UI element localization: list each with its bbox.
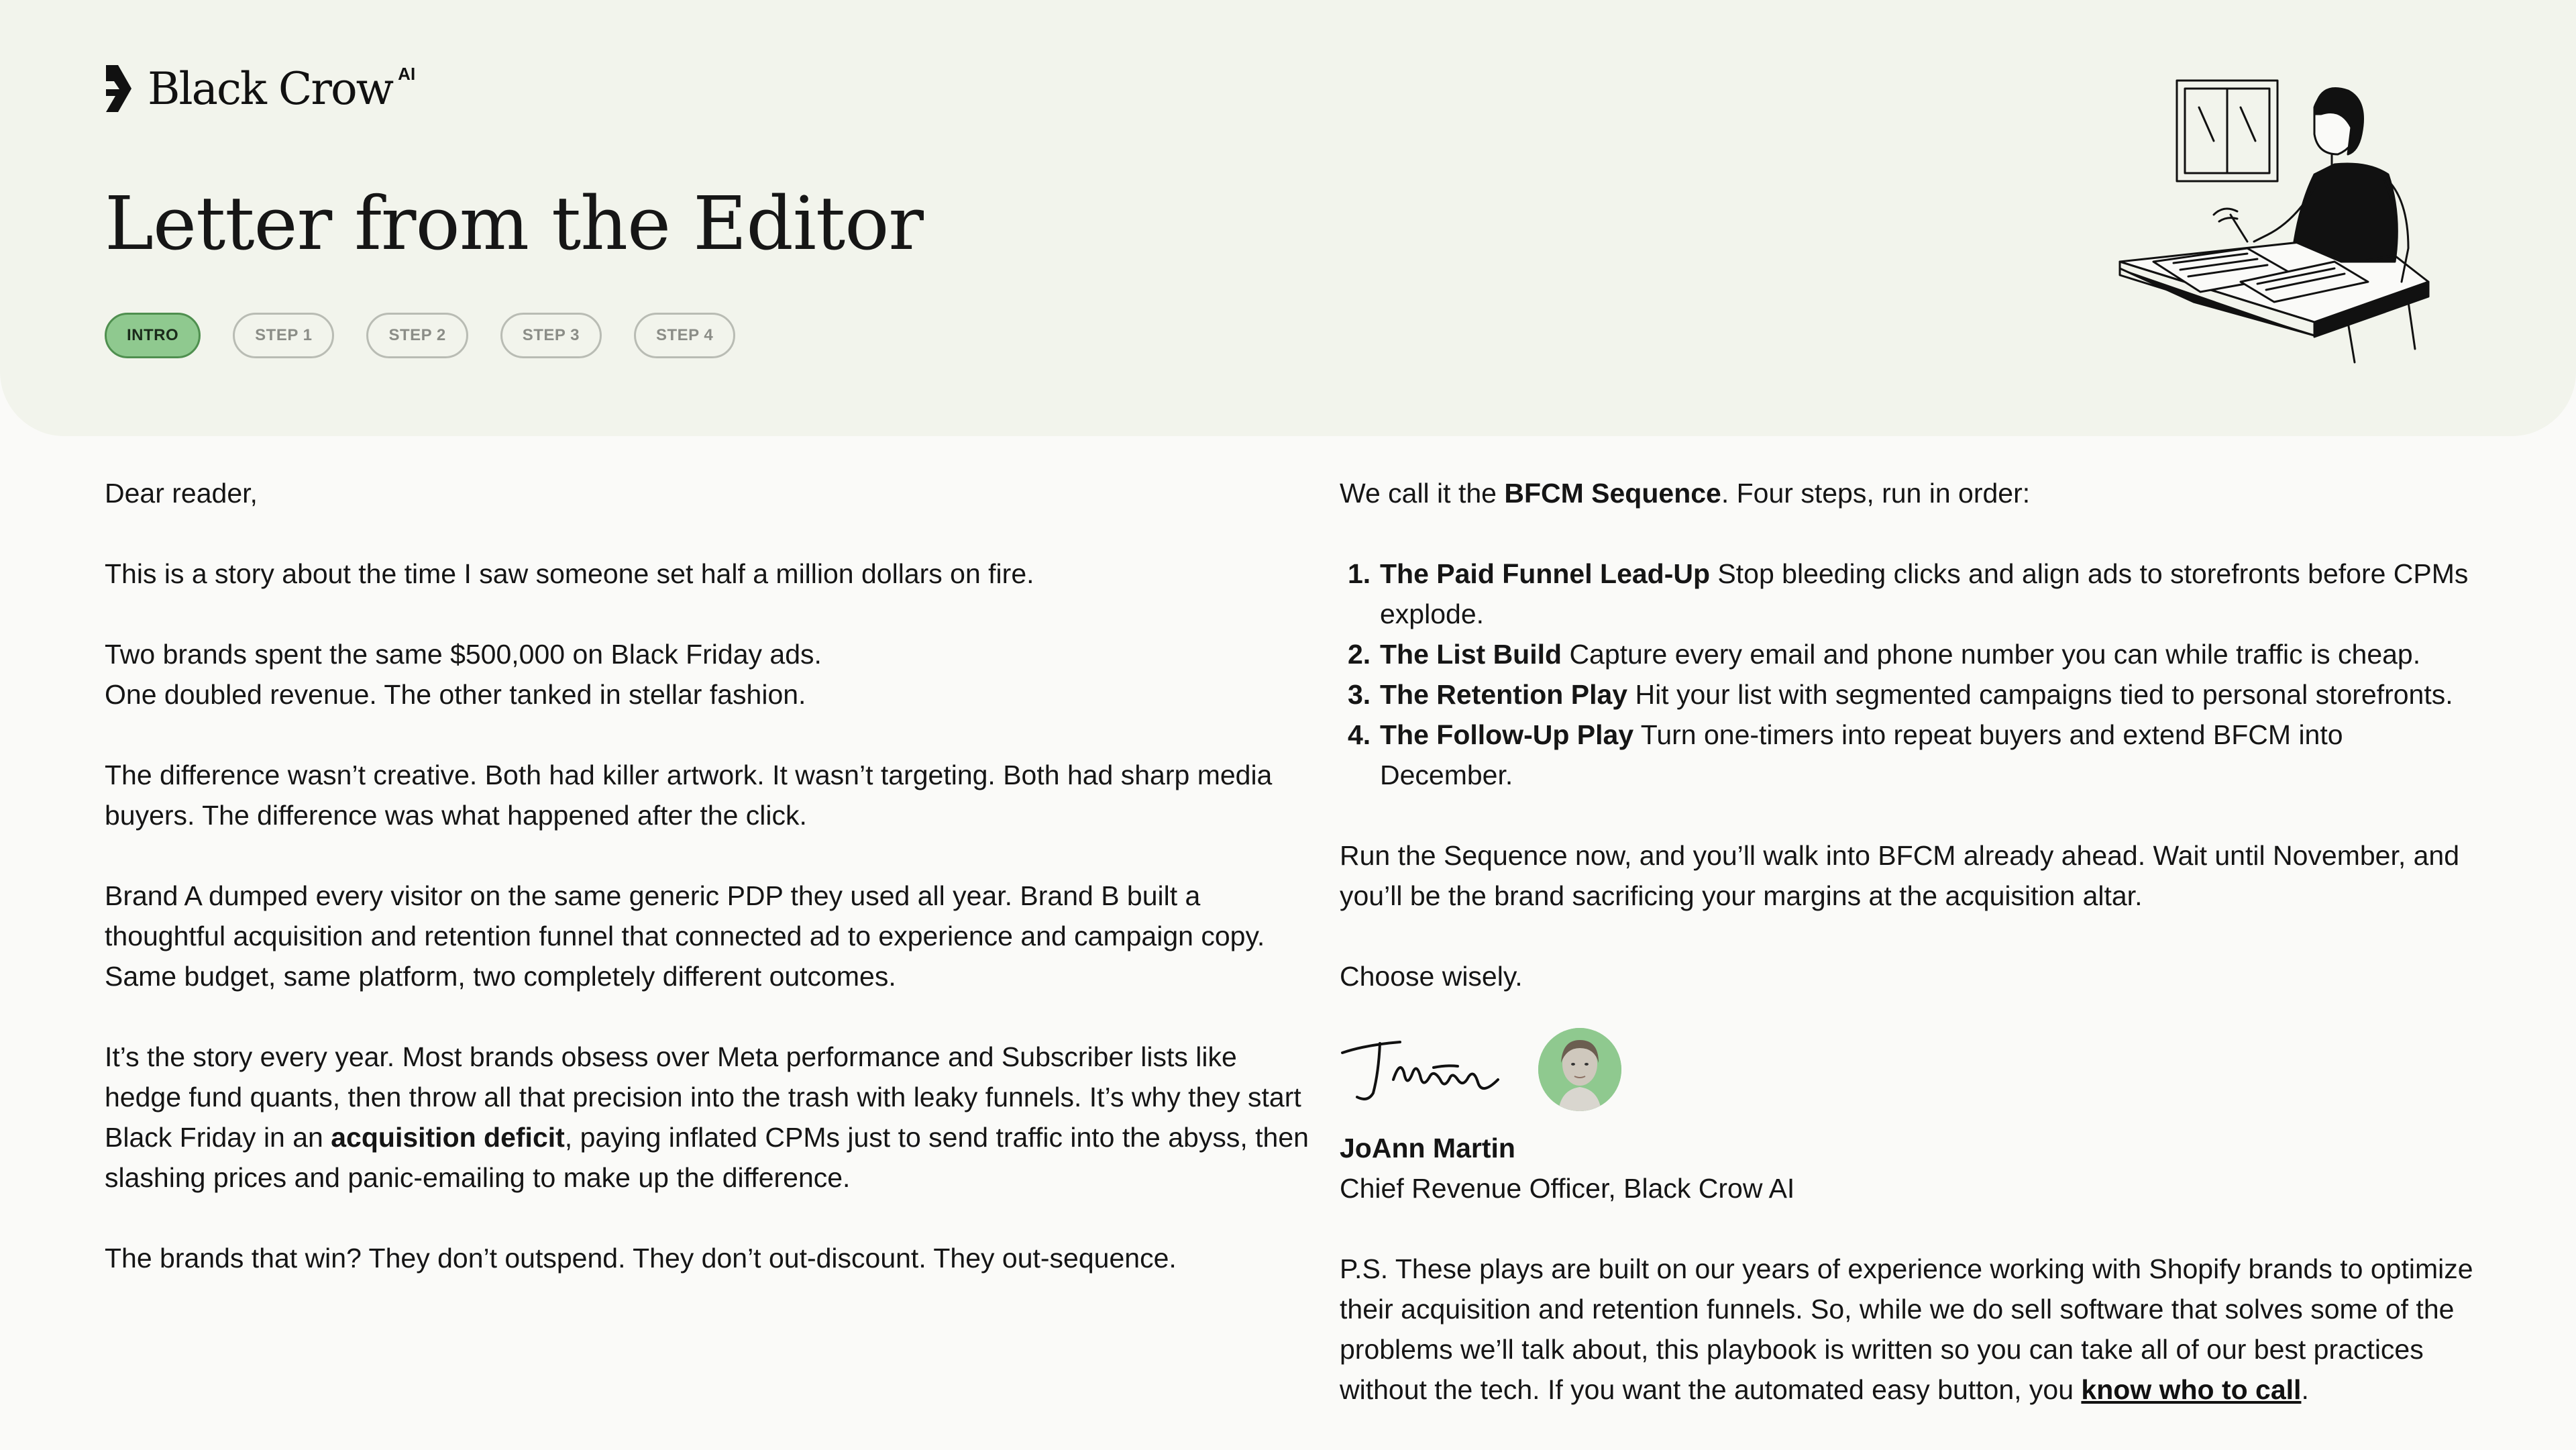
list-item: 1. The Paid Funnel Lead-Up Stop bleeding clicks and align ads to storefronts before CPMs explode. xyxy=(1348,558,2469,629)
author-portrait-icon xyxy=(1538,1028,1621,1111)
paragraph: The difference wasn’t creative. Both had killer artwork. It wasn’t targeting. Both had sharp media buyers. The difference was what happened after the click. xyxy=(105,760,1273,831)
brand-name: Black Crow xyxy=(148,62,393,115)
plays-list xyxy=(1340,554,2480,795)
paragraph: One doubled revenue. The other tanked in stellar fashion. xyxy=(105,679,806,710)
page-title: Letter from the Editor xyxy=(105,180,924,266)
signature-row xyxy=(1340,1026,2480,1113)
tab-step-1[interactable]: STEP 1 xyxy=(233,313,334,358)
paragraph: It’s the story every year. Most brands obsess over Meta performance and Subscriber lists like hedge fund quants, then throw all that precision into the trash with leaky funnels. It’s why they start Black Friday in an acquisition deficit, paying inflated CPMs just to send traffic into the abyss, then slashing prices and panic-emailing to make up the difference. xyxy=(105,1041,1309,1193)
brand-superscript: AI xyxy=(398,63,416,84)
emphasis: BFCM Sequence xyxy=(1504,478,1721,509)
tab-intro[interactable]: INTRO xyxy=(105,313,201,358)
crow-chevron-icon xyxy=(105,64,134,113)
paragraph: This is a story about the time I saw someone set half a million dollars on fire. xyxy=(105,558,1034,589)
woman-writing-at-desk-illustration xyxy=(2113,60,2442,376)
author-title: Chief Revenue Officer, Black Crow AI xyxy=(1340,1173,1795,1204)
paragraph: Two brands spent the same $500,000 on Black Friday ads. xyxy=(105,639,822,670)
know-who-to-call-link[interactable]: know who to call xyxy=(2081,1374,2302,1405)
step-nav xyxy=(105,313,735,358)
author-name: JoAnn Martin xyxy=(1340,1133,1515,1163)
paragraph: We call it the BFCM Sequence. Four steps, run in order: xyxy=(1340,478,2031,509)
header-banner xyxy=(0,0,2576,436)
paragraph: The brands that win? They don’t outspend. They don’t out-discount. They out-sequence. xyxy=(105,1243,1177,1274)
letter-right-column xyxy=(1340,473,2480,1450)
tab-step-2[interactable]: STEP 2 xyxy=(366,313,468,358)
salutation: Dear reader, xyxy=(105,478,258,509)
list-item: 2. The List Build Capture every email and phone number you can while traffic is cheap. xyxy=(1348,639,2421,670)
list-item: 4. The Follow-Up Play Turn one-timers into repeat buyers and extend BFCM into December. xyxy=(1348,719,2343,790)
list-item: 3. The Retention Play Hit your list with segmented campaigns tied to personal storefronts. xyxy=(1348,679,2453,710)
postscript: P.S. These plays are built on our years of experience working with Shopify brands to optimize their acquisition and retention funnels. So, while we do sell software that solves some of the problems we’ll talk about, this playbook is written so you can take all of our best practices without the tech. If you want the automated easy button, you know who to call. xyxy=(1340,1253,2473,1405)
emphasis: acquisition deficit xyxy=(331,1122,565,1153)
tab-step-4[interactable]: STEP 4 xyxy=(634,313,735,358)
signature-image xyxy=(1340,1033,1505,1106)
letter-left-column xyxy=(105,473,1312,1318)
paragraph: Run the Sequence now, and you’ll walk into BFCM already ahead. Wait until November, and you’ll be the brand sacrificing your margins at the acquisition altar. xyxy=(1340,840,2460,911)
tab-step-3[interactable]: STEP 3 xyxy=(500,313,602,358)
brand-logo[interactable] xyxy=(105,62,415,115)
paragraph: Brand A dumped every visitor on the same generic PDP they used all year. Brand B built a thoughtful acquisition and retention funnel that connected ad to experience and campaign copy. Same budget, same platform, two completely different outcomes. xyxy=(105,880,1265,992)
avatar xyxy=(1538,1028,1621,1111)
paragraph: Choose wisely. xyxy=(1340,961,1523,992)
